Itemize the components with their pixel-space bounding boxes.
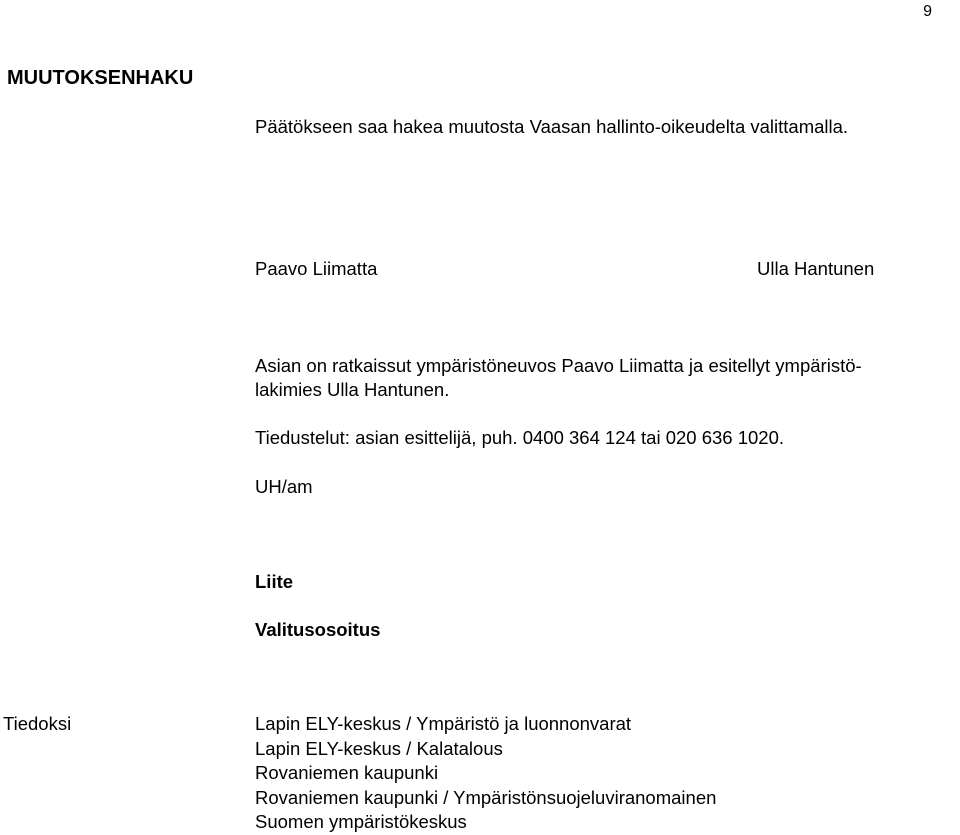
list-item: Rovaniemen kaupunki [255, 762, 439, 783]
list-item: Rovaniemen kaupunki / Ympäristönsuojeluviranomainen [255, 786, 717, 808]
inquiries-text: Tiedustelut: asian esittelijä, puh. 0400 364 124 tai 020 636 1020. [255, 427, 785, 448]
list-item: Lapin ELY-keskus / Kalatalous [255, 737, 503, 759]
attachment-title: Valitusosoitus [255, 619, 381, 640]
distribution-label: Tiedoksi [3, 713, 72, 734]
attachment-label: Liite [255, 571, 294, 592]
distribution-list [255, 712, 716, 835]
signature-left: Paavo Liimatta [255, 258, 378, 279]
page-number: 9 [923, 3, 932, 20]
list-item: Suomen ympäristökeskus [255, 811, 467, 832]
list-item: Lapin ELY-keskus / Ympäristö ja luonnonvarat [255, 713, 632, 734]
section-heading: MUUTOKSENHAKU [7, 67, 194, 89]
initials: UH/am [255, 476, 313, 497]
appeal-text: Päätökseen saa hakea muutosta Vaasan hallinto-oikeudelta valittamalla. [255, 116, 849, 137]
resolution-line-1: Asian on ratkaissut ympäristöneuvos Paavo Liimatta ja esitellyt ympäristö- [255, 355, 862, 376]
resolution-line-2: lakimies Ulla Hantunen. [255, 379, 450, 400]
signature-right: Ulla Hantunen [757, 258, 875, 279]
